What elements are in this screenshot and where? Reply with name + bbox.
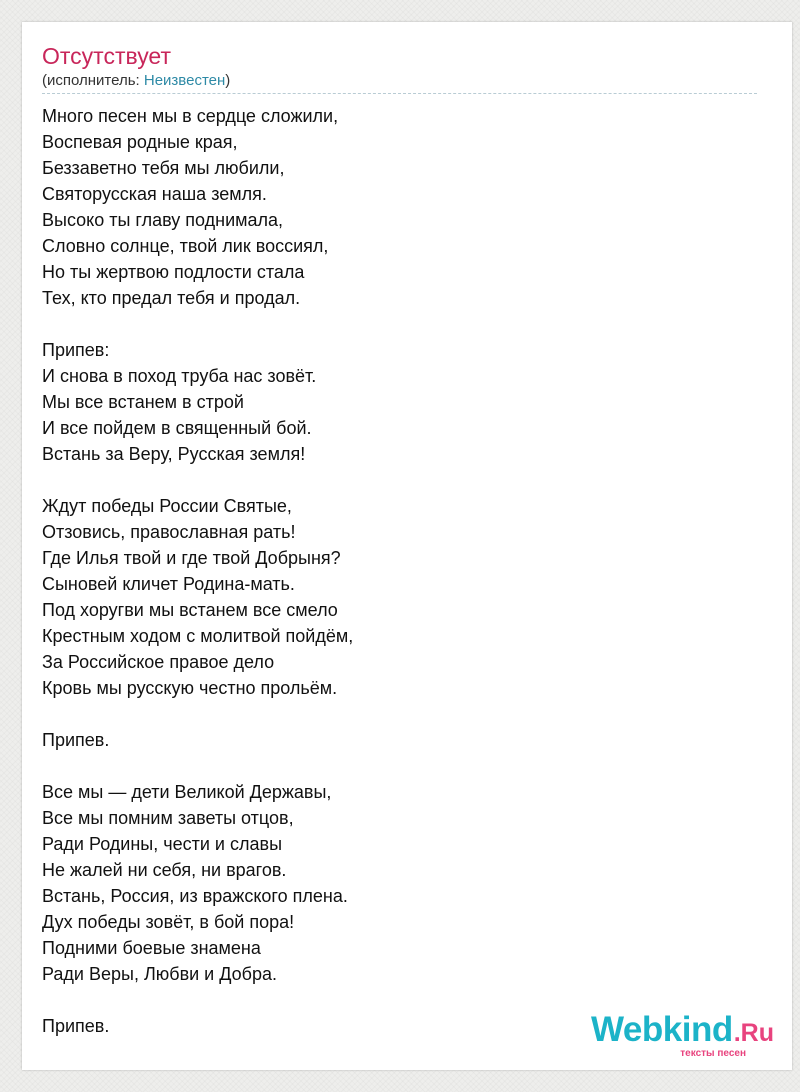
lyric-line: За Российское правое дело [42,652,275,672]
logo-tagline: тексты песен [680,1048,746,1059]
title-divider [42,93,757,94]
stanza-gap [42,753,742,779]
lyric-line: Припев. [42,1016,110,1036]
lyric-line: Но ты жертвою подлости стала [42,262,305,282]
logo-tld: .Ru [733,1019,774,1047]
lyric-line: Ради Веры, Любви и Добра. [42,964,277,984]
lyrics-sheet [22,22,792,1070]
lyric-line: Отзовись, православная рать! [42,522,296,542]
song-title: Отсутствует [42,43,171,69]
lyric-line: И снова в поход труба нас зовёт. [42,366,317,386]
lyric-line: Встань, Россия, из вражского плена. [42,886,348,906]
stanza-gap [42,311,742,337]
lyric-line: Все мы помним заветы отцов, [42,808,294,828]
lyric-line: Дух победы зовёт, в бой пора! [42,912,295,932]
lyric-line: Кровь мы русскую честно прольём. [42,678,338,698]
lyric-line: Много песен мы в сердце сложили, [42,106,339,126]
lyric-line: И все пойдем в священный бой. [42,418,312,438]
lyric-line: Воспевая родные края, [42,132,238,152]
lyric-line: Словно солнце, твой лик воссиял, [42,236,329,256]
lyric-line: Встань за Веру, Русская земля! [42,444,306,464]
lyric-line: Высоко ты главу поднимала, [42,210,284,230]
lyric-line: Где Илья твой и где твой Добрыня? [42,548,341,568]
lyric-line: Припев: [42,340,110,360]
stanza-gap [42,701,742,727]
lyric-line: Мы все встанем в строй [42,392,244,412]
stanza-gap [42,467,742,493]
lyric-line: Ждут победы России Святые, [42,496,292,516]
lyric-line: Все мы — дети Великой Державы, [42,782,332,802]
artist-suffix: ) [225,72,231,89]
artist-prefix: (исполнитель: [42,72,144,89]
lyric-line: Не жалей ни себя, ни врагов. [42,860,287,880]
lyric-line: Сыновей кличет Родина-мать. [42,574,295,594]
lyric-line: Беззаветно тебя мы любили, [42,158,285,178]
lyric-line: Подними боевые знамена [42,938,261,958]
lyric-line: Ради Родины, чести и славы [42,834,283,854]
logo-name: Webkind [591,1010,733,1049]
lyrics-text [42,103,742,1039]
artist-line [42,71,230,91]
lyric-line: Тех, кто предал тебя и продал. [42,288,301,308]
lyric-line: Припев. [42,730,110,750]
artist-link[interactable]: Неизвестен [143,72,226,89]
lyric-line: Под хоругви мы встанем все смело [42,600,338,620]
lyric-line: Крестным ходом с молитвой пойдём, [42,626,354,646]
lyric-line: Святорусская наша земля. [42,184,267,204]
webkind-logo[interactable] [574,1012,774,1062]
